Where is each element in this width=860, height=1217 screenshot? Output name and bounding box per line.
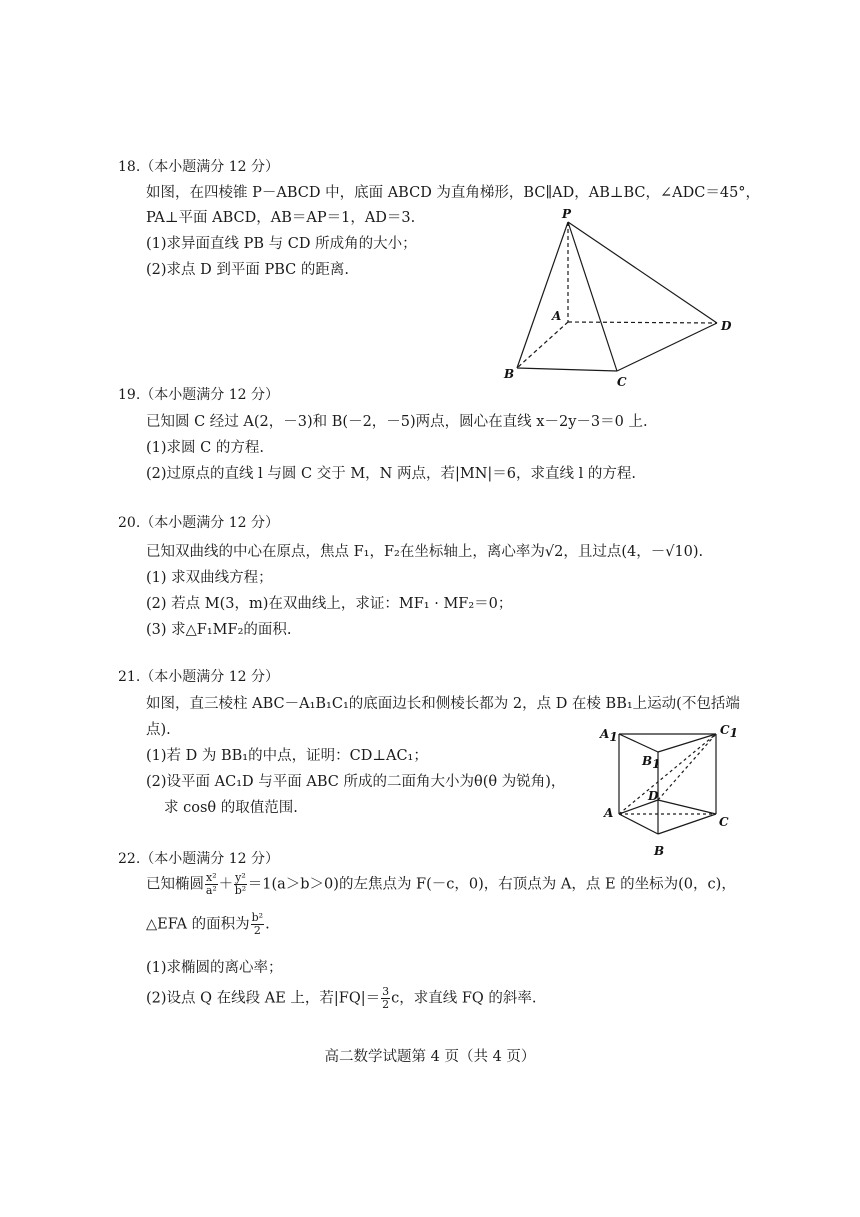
q18-line-2: PA⊥平面 ABCD，AB＝AP＝1，AD＝3. (146, 210, 416, 226)
q19-line-3: (2)过原点的直线 l 与圆 C 交于 M，N 两点，若|MN|＝6，求直线 l 的方程. (146, 466, 636, 482)
q22-line-1: 已知椭圆 $\frac{\text{x²}}{\text{a²}}$ ＋ $\frac{\text{y²}}{\text{b²}}$ ＝1(a＞b＞0)的左焦点为 F(－c，0)，右顶点为 A，点 E 的坐标为(0，c)， (146, 871, 736, 897)
q20-line-3: (2) 若点 M(3，m)在双曲线上，求证：MF₁ · MF₂＝0； (146, 596, 513, 612)
label-B1: B1 (642, 754, 661, 771)
fraction-b2-2: $\frac{\text{b²}}{2}$ (251, 911, 264, 937)
q22-line-4: (2)设点 Q 在线段 AE 上，若|FQ|＝ $\frac{3}{2}$ c，求直线 FQ 的斜率. (146, 985, 537, 1011)
q18-line-4: (2)求点 D 到平面 PBC 的距离. (146, 262, 349, 278)
q21-heading: 21.（本小题满分 12 分） (118, 669, 279, 685)
page-footer: 高二数学试题第 4 页（共 4 页） (324, 1049, 536, 1065)
q22-text: 已知椭圆 (146, 876, 204, 893)
q18-line-3: (1)求异面直线 PB 与 CD 所成角的大小； (146, 236, 417, 252)
q20-line-4: (3) 求△F₁MF₂的面积. (146, 622, 292, 638)
q22-heading: 22.（本小题满分 12 分） (118, 851, 279, 867)
edge-A1B1 (619, 734, 658, 752)
q21-line-2: 点). (146, 722, 171, 738)
edge-DC (658, 800, 716, 814)
q21-line-3: (1)若 D 为 BB₁的中点，证明：CD⊥AC₁； (146, 748, 428, 764)
label-C: C (719, 815, 729, 829)
fraction-3-2: $\frac{3}{2}$ (382, 985, 390, 1011)
q22-line-2: △EFA 的面积为 $\frac{\text{b²}}{2}$ . (146, 911, 270, 937)
q18-line-1: 如图，在四棱锥 P－ABCD 中，底面 ABCD 为直角梯形，BC∥AD，AB⊥BC，∠ADC＝45°， (146, 185, 761, 201)
label-D: D (721, 319, 732, 333)
label-A1: A1 (600, 727, 618, 744)
fraction-y2-b2: $\frac{\text{y²}}{\text{b²}}$ (234, 871, 247, 897)
q19-line-2: (1)求圆 C 的方程. (146, 440, 264, 456)
q20-line-1: 已知双曲线的中心在原点，焦点 F₁，F₂在坐标轴上，离心率为√2，且过点(4，－√10). (146, 544, 704, 560)
label-C1: C1 (720, 723, 738, 740)
q19-heading: 19.（本小题满分 12 分） (118, 387, 279, 403)
edge-B1C1 (658, 734, 716, 752)
label-D: D (648, 789, 659, 803)
label-P: P (562, 207, 572, 221)
label-C: C (617, 375, 627, 389)
label-B: B (654, 844, 665, 858)
q18-heading: 18.（本小题满分 12 分） (118, 159, 279, 175)
q19-line-1: 已知圆 C 经过 A(2，－3)和 B(－2，－5)两点，圆心在直线 x－2y－3＝0 上. (146, 414, 648, 430)
edge-DC1 (658, 734, 716, 800)
edge-AB (619, 814, 658, 834)
q20-line-2: (1) 求双曲线方程； (146, 570, 273, 586)
edge-BC (658, 814, 716, 834)
q21-line-4: (2)设平面 AC₁D 与平面 ABC 所成的二面角大小为θ(θ 为锐角)， (146, 774, 566, 790)
q21-line-1: 如图，直三棱柱 ABC－A₁B₁C₁的底面边长和侧棱长都为 2，点 D 在棱 BB₁上运动(不包括端 (146, 696, 740, 712)
fraction-x2-a2: $\frac{\text{x²}}{\text{a²}}$ (205, 871, 217, 897)
q20-heading: 20.（本小题满分 12 分） (118, 515, 279, 531)
q21-line-5: 求 cosθ 的取值范围. (164, 800, 298, 816)
label-B: B (504, 367, 515, 381)
label-A: A (552, 309, 562, 323)
label-A: A (604, 806, 614, 820)
q22-line-3: (1)求椭圆的离心率； (146, 960, 283, 976)
